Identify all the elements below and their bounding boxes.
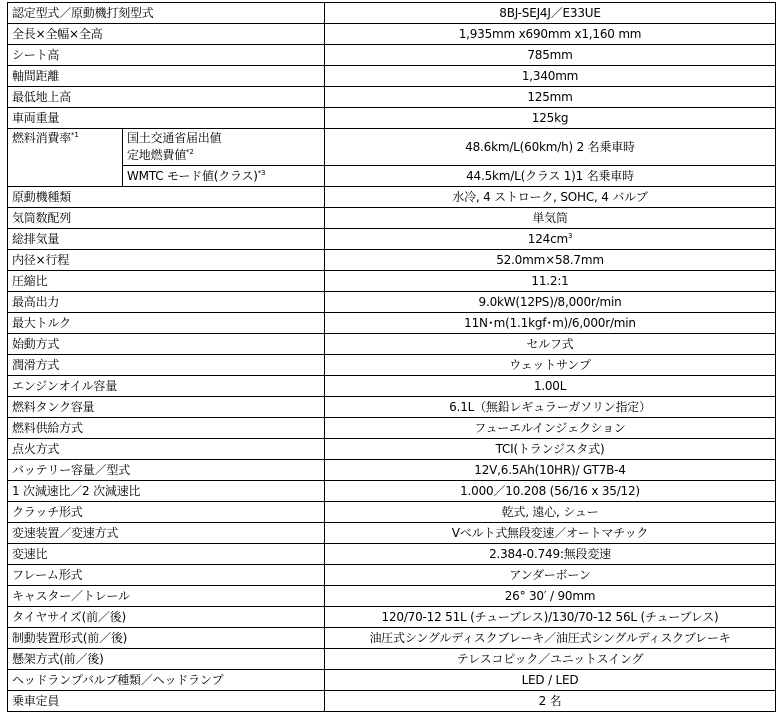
table-row: [8, 87, 776, 108]
row-label: バッテリー容量／型式: [8, 460, 325, 481]
wmtc-label-text: WMTC モード値(クラス): [127, 168, 258, 183]
row-label: ヘッドランプバルブ種類／ヘッドランプ: [8, 670, 325, 691]
row-value: [325, 229, 776, 250]
table-row: [8, 334, 776, 355]
row-label: フレーム形式: [8, 565, 325, 586]
table-row: [8, 355, 776, 376]
row-value: 油圧式シングルディスクブレーキ／油圧式シングルディスクブレーキ: [325, 628, 776, 649]
row-label: クラッチ形式: [8, 502, 325, 523]
row-label: 内径×行程: [8, 250, 325, 271]
table-row: [8, 418, 776, 439]
row-value: 1,935mm x690mm x1,160 mm: [325, 24, 776, 45]
row-value: 26° 30′ / 90mm: [325, 586, 776, 607]
row-label: 乗車定員: [8, 691, 325, 712]
table-row: [8, 502, 776, 523]
row-label: 気筒数配列: [8, 208, 325, 229]
table-row: [8, 3, 776, 24]
row-label: 圧縮比: [8, 271, 325, 292]
unit-superscript: 3: [567, 231, 573, 240]
gov-fuel-label-line2: 定地燃費値: [127, 148, 187, 162]
row-value: 125mm: [325, 87, 776, 108]
table-row: [8, 108, 776, 129]
row-value: テレスコピック／ユニットスイング: [325, 649, 776, 670]
table-row: [8, 313, 776, 334]
footnote-marker: *3: [257, 168, 266, 177]
table-row: [8, 397, 776, 418]
row-label: 全長×全幅×全高: [8, 24, 325, 45]
row-label: 最高出力: [8, 292, 325, 313]
row-value: 125kg: [325, 108, 776, 129]
row-label: 点火方式: [8, 439, 325, 460]
table-row: [8, 670, 776, 691]
row-label: 変速比: [8, 544, 325, 565]
row-label: 車両重量: [8, 108, 325, 129]
gov-fuel-value: 48.6km/L(60km/h) 2 名乗車時: [325, 129, 776, 166]
spec-table-body: [8, 3, 776, 712]
table-row: [8, 292, 776, 313]
row-value: 単気筒: [325, 208, 776, 229]
row-label: シート高: [8, 45, 325, 66]
row-value: ウェットサンプ: [325, 355, 776, 376]
row-value: LED / LED: [325, 670, 776, 691]
row-value: 水冷, 4 ストローク, SOHC, 4 バルブ: [325, 187, 776, 208]
row-value: 120/70-12 51L (チューブレス)/130/70-12 56L (チューブレス): [325, 607, 776, 628]
table-row: [8, 45, 776, 66]
table-row: [8, 250, 776, 271]
table-row: [8, 66, 776, 87]
row-label: 始動方式: [8, 334, 325, 355]
footnote-marker: *1: [71, 131, 79, 139]
row-label: タイヤサイズ(前／後): [8, 607, 325, 628]
table-row: [8, 628, 776, 649]
row-value: 1,340mm: [325, 66, 776, 87]
row-label: エンジンオイル容量: [8, 376, 325, 397]
row-value: アンダーボーン: [325, 565, 776, 586]
row-value: 1.000／10.208 (56/16 x 35/12): [325, 481, 776, 502]
row-value: 6.1L（無鉛レギュラーガソリン指定）: [325, 397, 776, 418]
row-label: キャスター／トレール: [8, 586, 325, 607]
row-value: 2 名: [325, 691, 776, 712]
table-row: [8, 187, 776, 208]
row-value: 785mm: [325, 45, 776, 66]
gov-fuel-label: [123, 129, 325, 166]
displacement-row: [8, 229, 776, 250]
table-row: [8, 691, 776, 712]
row-value: 8BJ-SEJ4J／E33UE: [325, 3, 776, 24]
row-label: 1 次減速比／2 次減速比: [8, 481, 325, 502]
row-value: 2.384-0.749:無段変速: [325, 544, 776, 565]
row-value: フューエルインジェクション: [325, 418, 776, 439]
wmtc-row: [8, 166, 776, 187]
fuel-consumption-label: [8, 129, 123, 187]
row-label: 最大トルク: [8, 313, 325, 334]
row-value: Vベルト式無段変速／オートマチック: [325, 523, 776, 544]
table-row: [8, 208, 776, 229]
row-value: 12V,6.5Ah(10HR)/ GT7B-4: [325, 460, 776, 481]
row-label: 燃料タンク容量: [8, 397, 325, 418]
row-value: セルフ式: [325, 334, 776, 355]
row-label: 原動機種類: [8, 187, 325, 208]
row-label: 変速装置／変速方式: [8, 523, 325, 544]
table-row: [8, 460, 776, 481]
spec-table: [7, 2, 776, 712]
row-label: 潤滑方式: [8, 355, 325, 376]
footnote-marker: *2: [186, 148, 194, 156]
row-value: 11N･m(1.1kgf･m)/6,000r/min: [325, 313, 776, 334]
table-row: [8, 523, 776, 544]
table-row: [8, 24, 776, 45]
displacement-value: 124cm: [527, 231, 568, 246]
row-value: 乾式, 遠心, シュー: [325, 502, 776, 523]
table-row: [8, 439, 776, 460]
row-label: 燃料供給方式: [8, 418, 325, 439]
row-label: 総排気量: [8, 229, 325, 250]
row-value: 11.2:1: [325, 271, 776, 292]
table-row: [8, 481, 776, 502]
row-value: 1.00L: [325, 376, 776, 397]
row-value: TCI(トランジスタ式): [325, 439, 776, 460]
row-value: 9.0kW(12PS)/8,000r/min: [325, 292, 776, 313]
table-row: [8, 271, 776, 292]
row-label: 懸架方式(前／後): [8, 649, 325, 670]
row-label: 認定型式／原動機打刻型式: [8, 3, 325, 24]
gov-fuel-label-line1: 国土交通省届出値: [127, 131, 222, 145]
row-value: 52.0mm×58.7mm: [325, 250, 776, 271]
fuel-consumption-label-text: 燃料消費率: [12, 131, 72, 145]
row-label: 最低地上高: [8, 87, 325, 108]
fuel-consumption-row: [8, 129, 776, 166]
table-row: [8, 607, 776, 628]
wmtc-value: 44.5km/L(クラス 1)1 名乗車時: [325, 166, 776, 187]
table-row: [8, 586, 776, 607]
row-label: 軸間距離: [8, 66, 325, 87]
table-row: [8, 544, 776, 565]
row-label: 制動装置形式(前／後): [8, 628, 325, 649]
table-row: [8, 649, 776, 670]
table-row: [8, 376, 776, 397]
wmtc-label: [123, 166, 325, 187]
table-row: [8, 565, 776, 586]
